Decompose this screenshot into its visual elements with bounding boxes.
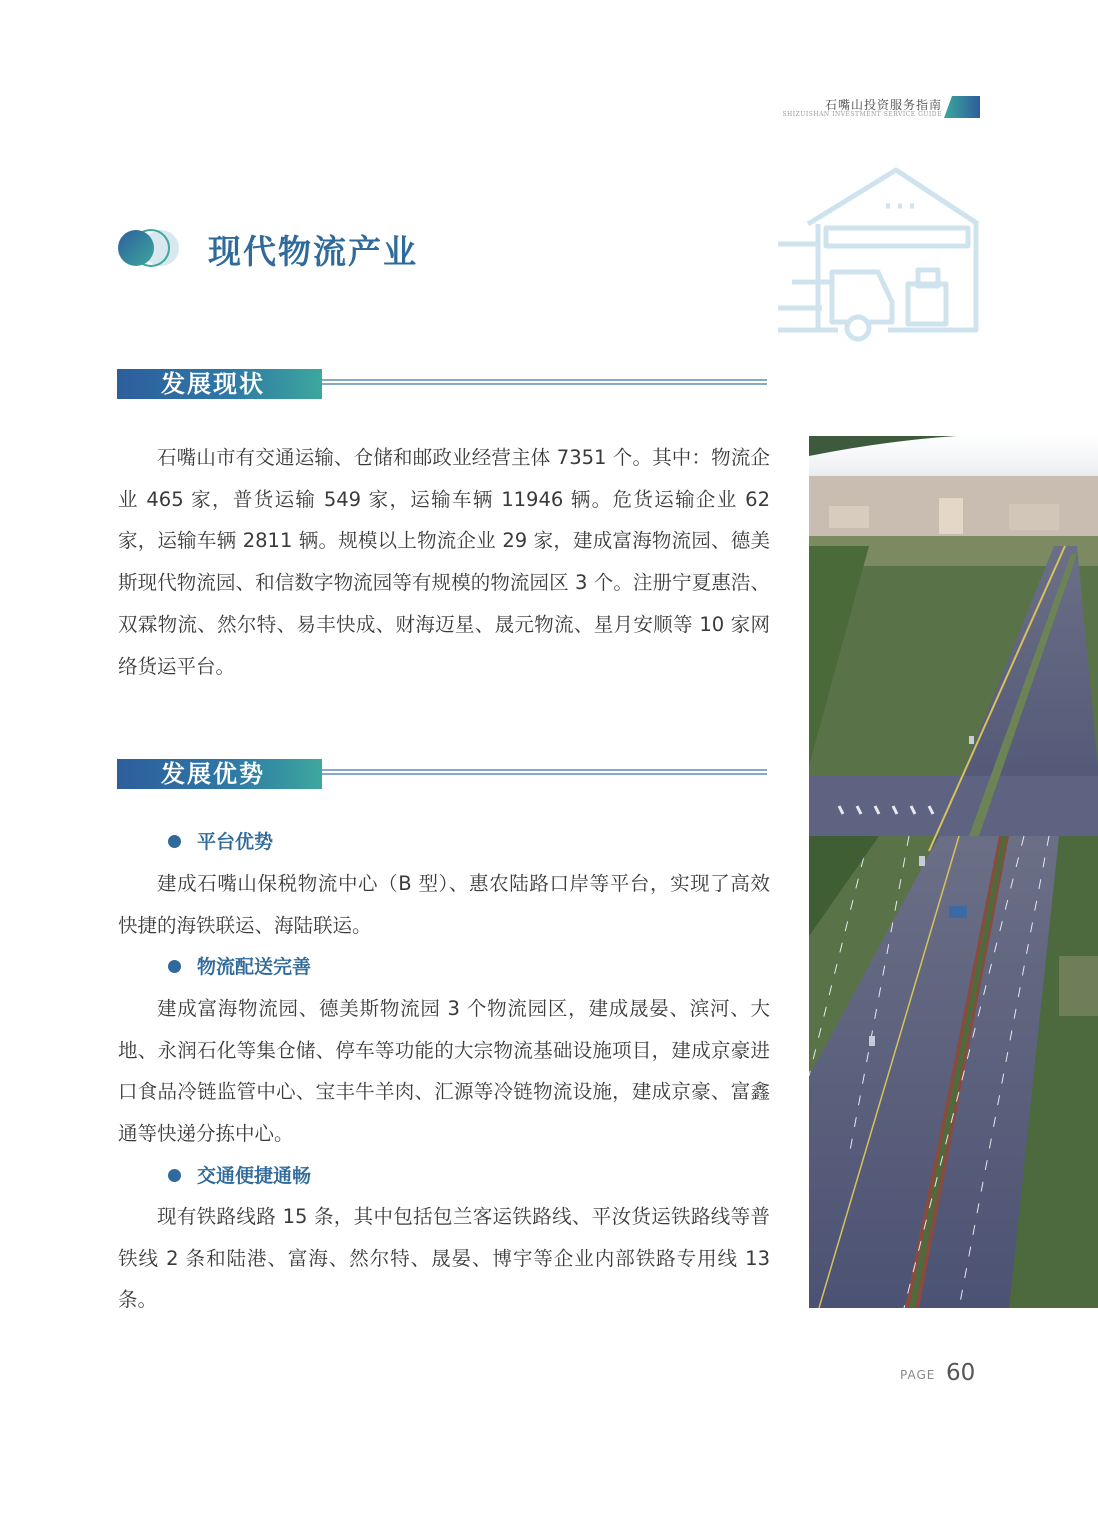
bullet-icon [168, 960, 181, 973]
bullet-icon [168, 835, 181, 848]
bullet-heading-platform [168, 830, 273, 854]
section-header-advantages [117, 759, 769, 791]
warehouse-truck-icon [778, 162, 983, 348]
chapter-title: 现代物流产业 [208, 232, 418, 271]
flag-icon [944, 96, 980, 118]
bullet-icon [168, 1169, 181, 1182]
page-number: 60 [946, 1360, 976, 1386]
bullet-heading-text: 交通便捷通畅 [197, 1165, 312, 1187]
guide-subtitle: SHIZUISHAN INVESTMENT SERVICE GUIDE [782, 111, 942, 118]
bullet-heading-distribution [168, 955, 311, 979]
bullet-heading-transport [168, 1164, 311, 1188]
page-label: PAGE [900, 1368, 936, 1382]
platform-paragraph: 建成石嘴山保税物流中心（B 型）、惠农陆路口岸等平台，实现了高效快捷的海铁联运、海陆联运。 [118, 872, 770, 937]
distribution-paragraph: 建成富海物流园、德美斯物流园 3 个物流园区，建成晟晏、滨河、大地、永润石化等集仓储、停车等功能的大宗物流基础设施项目，建成京豪进口食品冷链监管中心、宝丰牛羊肉、汇源等冷链物流设施，建成京豪、富鑫通等快递分拣中心。 [118, 997, 770, 1146]
aerial-road-photo [809, 436, 1098, 1308]
section-divider-lines [322, 769, 767, 777]
section-title-status: 发展现状 [161, 370, 265, 398]
section-divider-lines [322, 379, 767, 387]
status-paragraph: 石嘴山市有交通运输、仓储和邮政业经营主体 7351 个。其中：物流企业 465 家，普货运输 549 家，运输车辆 11946 辆。危货运输企业 62 家，运输车辆 2811 辆。规模以上物流企业 29 家，建成富海物流园、德美斯现代物流园、和信数字物流园等有规模的物流园区 3 个。注册宁夏惠浩、双霖物流、然尔特、易丰快成、财海迈星、晟元物流、星月安顺等 10 家网络货运平台。 [118, 446, 770, 678]
bullet-heading-text: 物流配送完善 [197, 956, 312, 978]
transport-paragraph: 现有铁路线路 15 条，其中包括包兰客运铁路线、平汝货运铁路线等普铁线 2 条和陆港、富海、然尔特、晟晏、博宇等企业内部铁路专用线 13 条。 [118, 1205, 770, 1312]
section-header-status [117, 369, 769, 401]
bullet-heading-text: 平台优势 [197, 831, 274, 853]
guide-title: 石嘴山投资服务指南 [824, 98, 942, 112]
section-title-advantages: 发展优势 [161, 760, 265, 788]
double-circle-icon [116, 228, 182, 268]
